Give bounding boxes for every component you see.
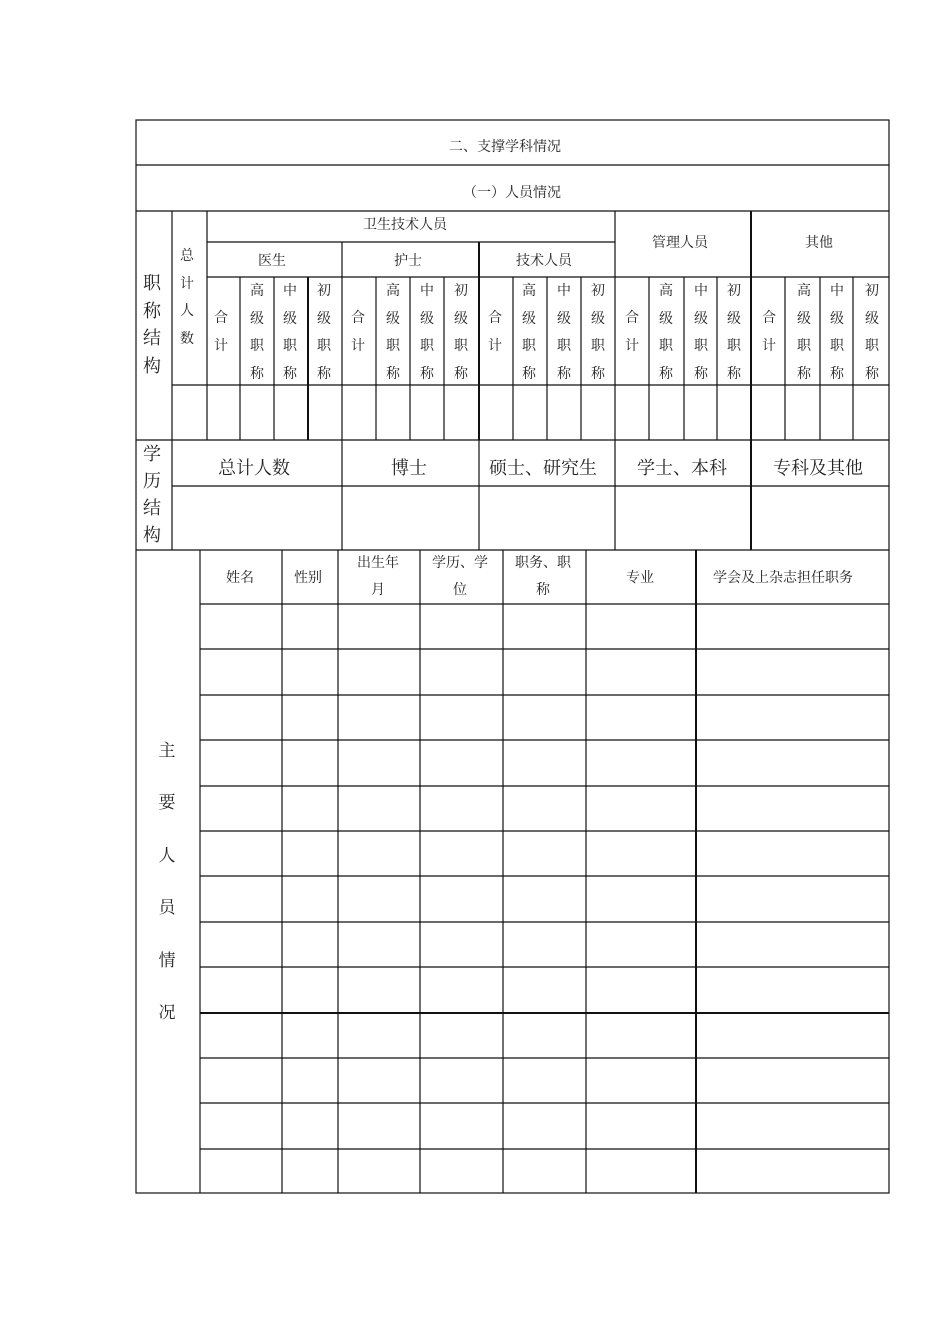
tech-senior-col: 高级职称 [522,283,536,382]
section-title: 二、支撑学科情况 [449,139,561,155]
other-senior-col: 高级职称 [797,283,811,382]
sub-nurse: 护士 [394,253,422,269]
sub-title: （一）人员情况 [463,185,561,201]
other-junior-col: 初级职称 [865,283,879,382]
edu-doctorate-header: 博士 [391,458,427,479]
group-management: 管理人员 [652,235,708,251]
edu-master-header: 硕士、研究生 [489,458,597,479]
title-structure-label: 职称结构 [143,273,161,377]
staff-major-header: 专业 [626,570,654,586]
other-middle-col: 中级职称 [830,283,844,382]
main-staff-label: 主要人员情况 [158,741,176,1024]
sub-doctor: 医生 [258,253,286,269]
nurse-junior-col: 初级职称 [454,283,468,382]
tech-total-col: 合计 [488,310,502,354]
mgmt-total-col: 合计 [625,310,639,354]
doctor-junior-col: 初级职称 [317,283,331,382]
group-health-tech: 卫生技术人员 [363,217,447,233]
education-structure-label: 学历结构 [143,444,161,546]
staff-gender-header: 性别 [294,570,322,586]
total-count-label: 总计人数 [180,248,194,347]
group-other: 其他 [805,235,833,251]
nurse-total-col: 合计 [351,310,365,354]
doctor-senior-col: 高级职称 [250,283,264,382]
doctor-total-col: 合计 [214,310,228,354]
mgmt-senior-col: 高级职称 [659,283,673,382]
mgmt-junior-col: 初级职称 [727,283,741,382]
staff-society-header: 学会及上杂志担任职务 [713,570,853,586]
nurse-senior-col: 高级职称 [386,283,400,382]
edu-total-header: 总计人数 [218,458,290,479]
tech-middle-col: 中级职称 [557,283,571,382]
staff-name-header: 姓名 [226,570,254,586]
nurse-middle-col: 中级职称 [420,283,434,382]
staff-degree-header: 学历、学位 [432,555,488,598]
sub-technician: 技术人员 [516,253,572,269]
edu-bachelor-header: 学士、本科 [637,458,727,479]
other-total-col: 合计 [762,310,776,354]
mgmt-middle-col: 中级职称 [694,283,708,382]
staff-position-header: 职务、职称 [515,555,571,598]
doctor-middle-col: 中级职称 [283,283,297,382]
edu-associate-header: 专科及其他 [773,458,863,479]
staff-birth-header: 出生年月 [357,555,399,598]
tech-junior-col: 初级职称 [591,283,605,382]
